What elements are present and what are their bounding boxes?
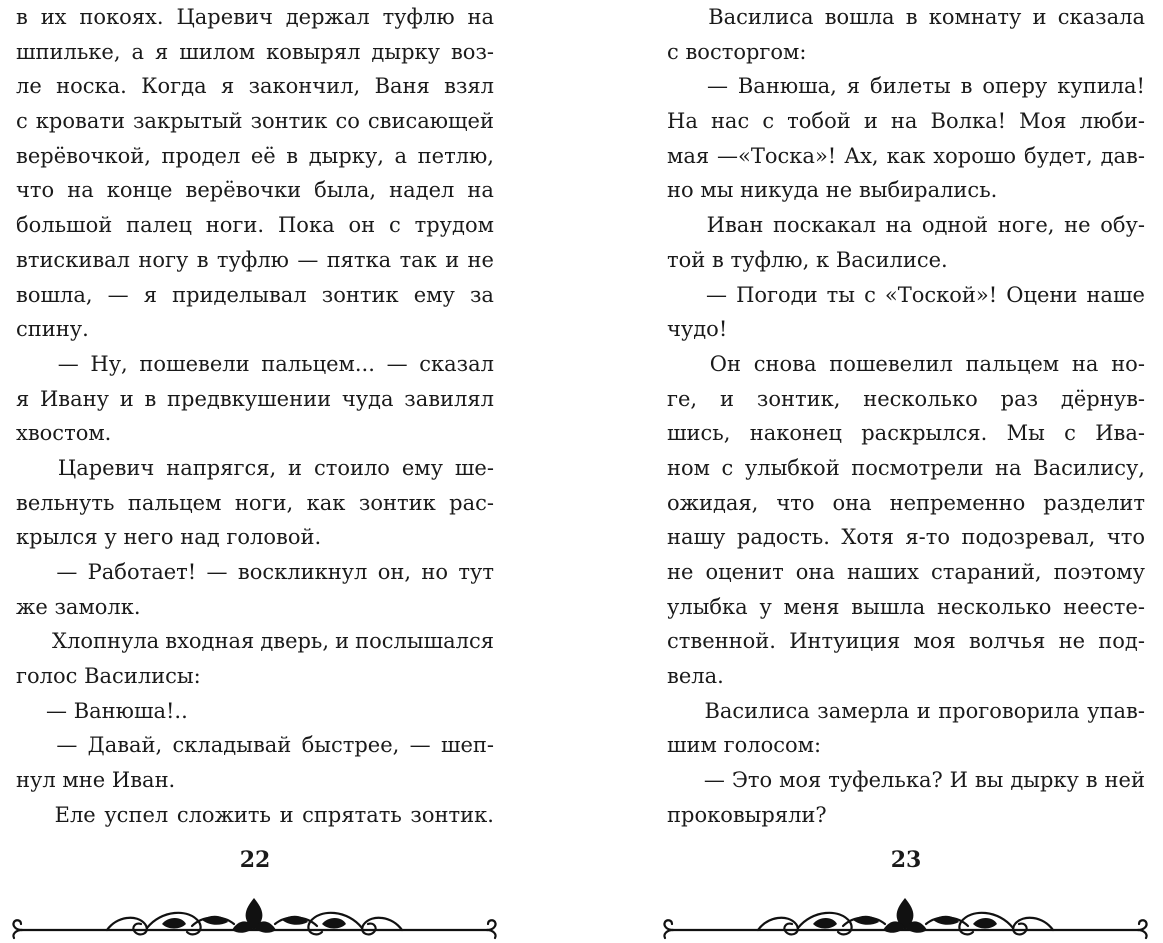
text-line: не оценит она наших стараний, поэтому <box>667 560 1145 584</box>
text-line: мая —«Тоска»! Ах, как хорошо будет, дав- <box>667 143 1145 168</box>
text-line: — Ну, пошевели пальцем... — сказал <box>57 351 494 376</box>
text-line: ном с улыбкой посмотрели на Василису, <box>667 455 1145 480</box>
text-line: вошла, — я приделывал зонтик ему за <box>16 282 494 307</box>
text-line: голос Василисы: <box>16 664 201 689</box>
text-line: — Погоди ты с «Тоской»! Оцени наше <box>706 282 1145 307</box>
text-line: с восторгом: <box>667 39 807 64</box>
text-line: но мы никуда не выбирались. <box>667 178 998 203</box>
text-line: — Давай, складывай быстрее, — шеп- <box>56 733 494 758</box>
text-line: втискивал ногу в туфлю — пятка так и не <box>16 247 494 272</box>
ornament-divider <box>2 890 507 942</box>
text-line: той в туфлю, к Василисе. <box>667 247 948 272</box>
text-line: вела. <box>667 664 724 689</box>
text-line: — Работает! — воскликнул он, но тут <box>56 560 494 584</box>
page-number: 23 <box>890 847 922 873</box>
text-line: ственной. Интуиция моя волчья не под- <box>667 629 1145 654</box>
text-line: ожидая, что она непременно разделит <box>667 490 1145 515</box>
text-line: — Ванюша, я билеты в оперу купила! <box>706 74 1145 99</box>
ornament-divider <box>653 890 1158 942</box>
text-line: я Ивану и в предвкушении чуда завилял <box>16 386 494 411</box>
text-line: — Ванюша!.. <box>46 698 188 723</box>
text-line: улыбка у меня вышла несколько неесте- <box>667 594 1145 619</box>
text-line: Василиса вошла в комнату и сказала <box>708 5 1145 29</box>
text-line: На нас с тобой и на Волка! Моя люби- <box>667 109 1145 134</box>
text-line: Он снова пошевелил пальцем на но- <box>709 351 1145 376</box>
text-line: хвостом. <box>16 421 112 446</box>
text-line: в их покоях. Царевич держал туфлю на <box>16 5 494 29</box>
text-line: проковыряли? <box>667 802 827 827</box>
text-line: Еле успел сложить и спрятать зонтик. <box>54 802 494 827</box>
text-line: нашу радость. Хотя я-то подозревал, что <box>667 525 1145 550</box>
text-line: ле носка. Когда я закончил, Ваня взял <box>16 74 494 99</box>
text-line: Хлопнула входная дверь, и послышался <box>52 629 494 654</box>
text-line: верёвочкой, продел её в дырку, а петлю, <box>16 143 494 168</box>
text-line: чудо! <box>667 317 728 342</box>
text-line: нул мне Иван. <box>16 768 176 793</box>
page-text <box>16 0 494 833</box>
page-right <box>667 0 1145 943</box>
page-left <box>16 0 494 943</box>
text-line: с кровати закрытый зонтик со свисающей <box>16 109 494 134</box>
text-line: что на конце верёвочки была, надел на <box>16 178 494 203</box>
text-line: шим голосом: <box>667 733 822 758</box>
text-line: же замолк. <box>16 594 141 619</box>
page-text <box>667 0 1145 833</box>
text-line: крылся у него над головой. <box>16 525 322 550</box>
text-line: — Это моя туфелька? И вы дырку в ней <box>703 768 1145 793</box>
text-line: шись, наконец раскрылся. Мы с Ива- <box>667 421 1145 446</box>
text-line: Иван поскакал на одной ноге, не обу- <box>706 213 1145 238</box>
text-line: Царевич напрягся, и стоило ему ше- <box>57 455 494 480</box>
text-line: Василиса замерла и проговорила упав- <box>704 698 1145 723</box>
text-line: вельнуть пальцем ноги, как зонтик рас- <box>16 490 494 515</box>
text-line: большой палец ноги. Пока он с трудом <box>16 213 494 238</box>
text-line: спину. <box>16 317 89 342</box>
text-line: шпильке, а я шилом ковырял дырку воз- <box>16 39 494 64</box>
page-number: 22 <box>239 847 271 873</box>
text-line: ге, и зонтик, несколько раз дёрнув- <box>667 386 1145 411</box>
